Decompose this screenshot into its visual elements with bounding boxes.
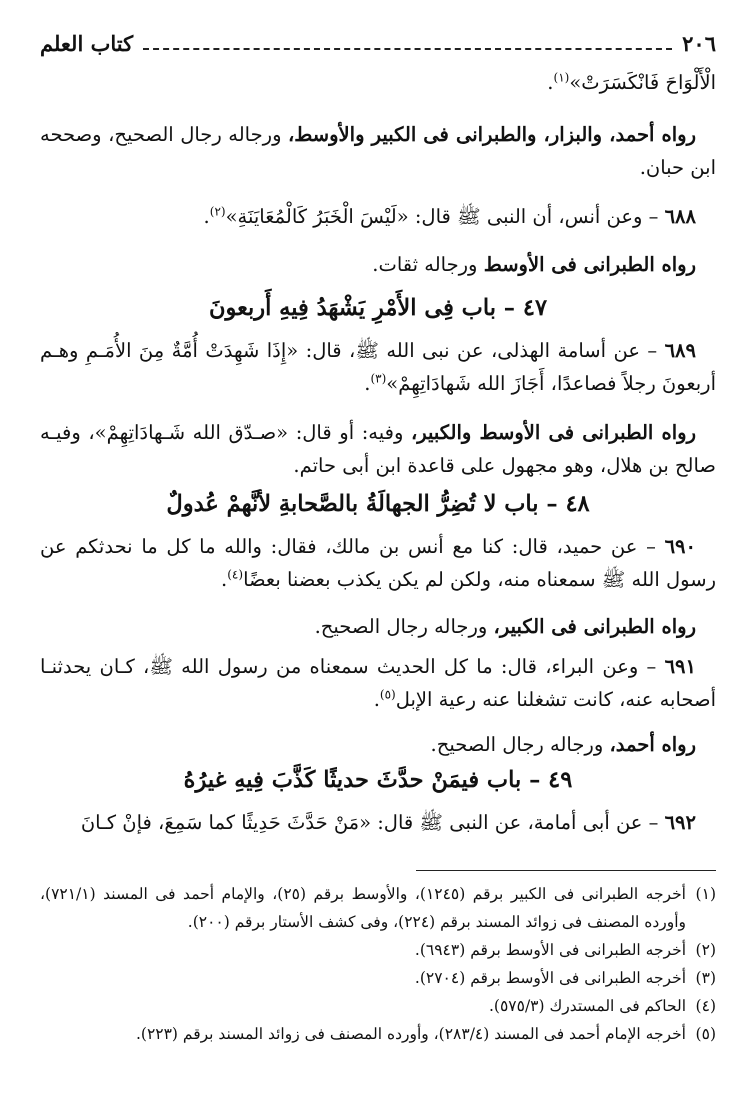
hadith-691: ٦٩١ – وعن البراء، قال: ما كل الحديث سمعناه من رسول الله ﷺ، كـان يحدثنـا أصحابه عنه، كانت تشغلنا عنه رعية الإبل$^{(٥)}$. <box>40 655 716 711</box>
hadith-690: ٦٩٠ – عن حميد، قال: كنا مع أنس بن مالك، فقال: والله ما كل ما نحدثكم عن رسول الله ﷺ سمعناه منه، ولكن لم يكن يكذب بعضنا بعضًا$^{(٤)}$. <box>40 535 716 591</box>
footnote-ref[interactable]: (٢) <box>209 204 226 219</box>
source-paragraph: رواه أحمد، ورجاله رجال الصحيح. <box>430 733 696 756</box>
source-paragraph: رواه الطبرانى فى الكبير، ورجاله رجال الصحيح. <box>314 615 696 638</box>
footnote: (٣) أخرجه الطبرانى فى الأوسط برقم (٢٧٠٤). <box>414 969 716 987</box>
hadith-689: ٦٨٩ – عن أسامة الهذلى، عن نبى الله ﷺ، قال: «إِذَا شَهِدَتْ أُمَّةٌ مِنَ الأُمَـمِ وهـم أربعونَ رجلاً فصاعدًا، أَجَازَ الله شَهادَاتِهِمْ»$^{(٣)}$. <box>40 339 716 395</box>
footnote: (٥) أخرجه الإمام أحمد فى المسند (٢٨٣/٤)، وأورده المصنف فى زوائد المسند برقم (٢٢٣). <box>135 1025 716 1043</box>
footnote-ref[interactable]: (٤) <box>227 567 244 582</box>
chapter-heading-48: ٤٨ – باب لا تُضِرُّ الجهالَةُ بالصَّحابةِ لأنَّهمْ عُدولٌ <box>166 491 590 517</box>
hadith-688: ٦٨٨ – وعن أنس، أن النبى ﷺ قال: «لَيْسَ الْخَبَرُ كَالْمُعَايَنَةِ»$^{(٢)}$. <box>203 204 696 228</box>
hadith-692: ٦٩٢ – عن أبى أمامة، عن النبى ﷺ قال: «مَنْ حَدَّثَ حَدِيثًا كما سَمِعَ، فإنْ كـانَ <box>80 811 696 834</box>
book-title: كتاب العلم <box>40 31 134 56</box>
chapter-heading-47: ٤٧ – باب فِى الأَمْرِ يَشْهَدُ فِيهِ أَربعونَ <box>208 295 548 321</box>
chapter-heading-49: ٤٩ – باب فيمَنْ حدَّثَ حديثًا كَذَّبَ فِيهِ غيرُهُ <box>183 767 573 793</box>
source-paragraph: رواه الطبرانى فى الأوسط ورجاله ثقات. <box>372 253 696 276</box>
header-rule <box>143 36 672 50</box>
footnote: (١) أخرجه الطبرانى فى الكبير برقم (١٢٤٥)، والأوسط برقم (٢٥)، والإمام أحمد فى المسند (٧٢١/١)، وأورده المصنف فى زوائد المسند برقم (٢٢٤)، وفى كشف الأستار برقم (٢٠٠). <box>40 885 716 931</box>
footnote-rule <box>416 870 716 871</box>
footnotes <box>40 880 716 1048</box>
page-number: ٢٠٦ <box>682 31 716 56</box>
footnote-ref[interactable]: (٣) <box>370 371 387 386</box>
footnote: (٤) الحاكم فى المستدرك (٥٧٥/٣). <box>488 997 716 1015</box>
footnote-ref[interactable]: (١) <box>553 70 570 85</box>
source-paragraph: رواه أحمد، والبزار، والطبرانى فى الكبير والأوسط، ورجاله رجال الصحيح، وصححه ابن حبان. <box>40 123 716 179</box>
running-header <box>40 22 716 56</box>
footnote-ref[interactable]: (٥) <box>379 687 396 702</box>
footnote: (٢) أخرجه الطبرانى فى الأوسط برقم (٦٩٤٣). <box>414 941 716 959</box>
paragraph-continuation: الْأَلْوَاحَ فَانْكَسَرَتْ»$^{(١)}$. <box>547 70 716 94</box>
page <box>40 22 716 1072</box>
source-paragraph: رواه الطبرانى فى الأوسط والكبير، وفيه: أو قال: «صـدّق الله شَـهادَاتِهِمْ»، وفيـه صالح بن هلال، وهو مجهول على قاعدة ابن أبى حاتم. <box>40 421 716 477</box>
